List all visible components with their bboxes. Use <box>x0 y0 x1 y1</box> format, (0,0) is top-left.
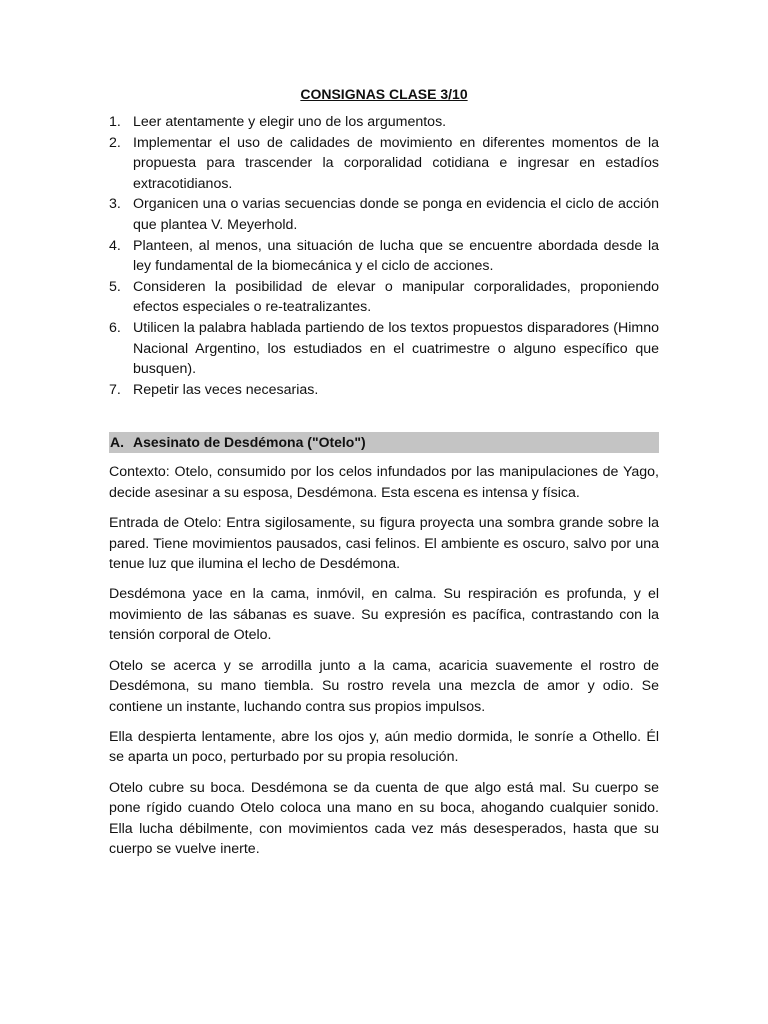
list-item-number: 1. <box>109 114 121 130</box>
paragraph-struggle: Otelo cubre su boca. Desdémona se da cuenta de que algo está mal. Su cuerpo se pone rígido cuando Otelo coloca una mano en su boca, ahogando cualquier sonido. Ella lucha débilmente, con movimientos cada vez más desesperados, hasta que su cuerpo se vuelve inerte. <box>109 779 659 858</box>
paragraph-awakening: Ella despierta lentamente, abre los ojos y, aún medio dormida, le sonríe a Othello. Él se aparta un poco, perturbado por su propia resolución. <box>109 728 659 766</box>
paragraph-entrance: Entrada de Otelo: Entra sigilosamente, su figura proyecta una sombra grande sobre la pared. Tiene movimientos pausados, casi felinos. El ambiente es oscuro, salvo por una tenue luz que ilumina el lecho de Desdémona. <box>109 515 659 573</box>
section-letter: A. <box>110 434 124 451</box>
paragraph-desdemona: Desdémona yace en la cama, inmóvil, en calma. Su respiración es profunda, y el movimiento de las sábanas es suave. Su expresión es pacífica, contrastando con la tensión corporal de Otelo. <box>109 586 659 644</box>
list-item <box>109 194 659 235</box>
list-item-number: 2. <box>109 134 121 151</box>
section-body <box>109 462 659 860</box>
document-title: CONSIGNAS CLASE 3/10 <box>300 86 468 102</box>
list-item-text: Planteen, al menos, una situación de lucha que se encuentre abordada desde la ley fundamental de la biomecánica y el ciclo de acciones. <box>133 237 659 275</box>
list-item <box>109 112 659 133</box>
list-item-text: Repetir las veces necesarias. <box>133 381 319 398</box>
list-item <box>109 277 659 318</box>
list-item <box>109 318 659 380</box>
list-item-text: Consideren la posibilidad de elevar o manipular corporalidades, proponiendo efectos especiales o re-teatralizantes. <box>133 278 659 316</box>
list-item-number: 3. <box>109 196 121 213</box>
list-item-text: Organicen una o varias secuencias donde se ponga en evidencia el ciclo de acción que plantea V. Meyerhold. <box>133 196 659 233</box>
section-title: Asesinato de Desdémona ("Otelo") <box>133 434 366 451</box>
list-item-number: 5. <box>109 278 121 295</box>
section-heading <box>109 432 659 453</box>
list-item <box>109 380 659 401</box>
instructions-list <box>109 112 659 400</box>
paragraph-context: Contexto: Otelo, consumido por los celos infundados por las manipulaciones de Yago, decide asesinar a su esposa, Desdémona. Esta escena es intensa y física. <box>109 464 659 501</box>
document-page <box>109 84 659 860</box>
list-item-number: 6. <box>109 319 121 336</box>
list-item-text: Leer atentamente y elegir uno de los argumentos. <box>133 114 447 130</box>
list-item-text: Utilicen la palabra hablada partiendo de los textos propuestos disparadores (Himno Nacional Argentino, los estudiados en el cuatrimestre o alguno específico que busquen). <box>133 319 659 378</box>
paragraph-approach: Otelo se acerca y se arrodilla junto a la cama, acaricia suavemente el rostro de Desdémona, su mano tiembla. Su rostro revela una mezcla de amor y odio. Se contiene un instante, luchando contra sus propios impulsos. <box>109 657 659 715</box>
list-item-number: 7. <box>109 381 121 398</box>
list-item <box>109 133 659 195</box>
list-item <box>109 236 659 277</box>
list-item-number: 4. <box>109 237 121 254</box>
list-item-text: Implementar el uso de calidades de movimiento en diferentes momentos de la propuesta para trascender la corporalidad cotidiana e ingresar en estadíos extracotidianos. <box>133 134 659 192</box>
